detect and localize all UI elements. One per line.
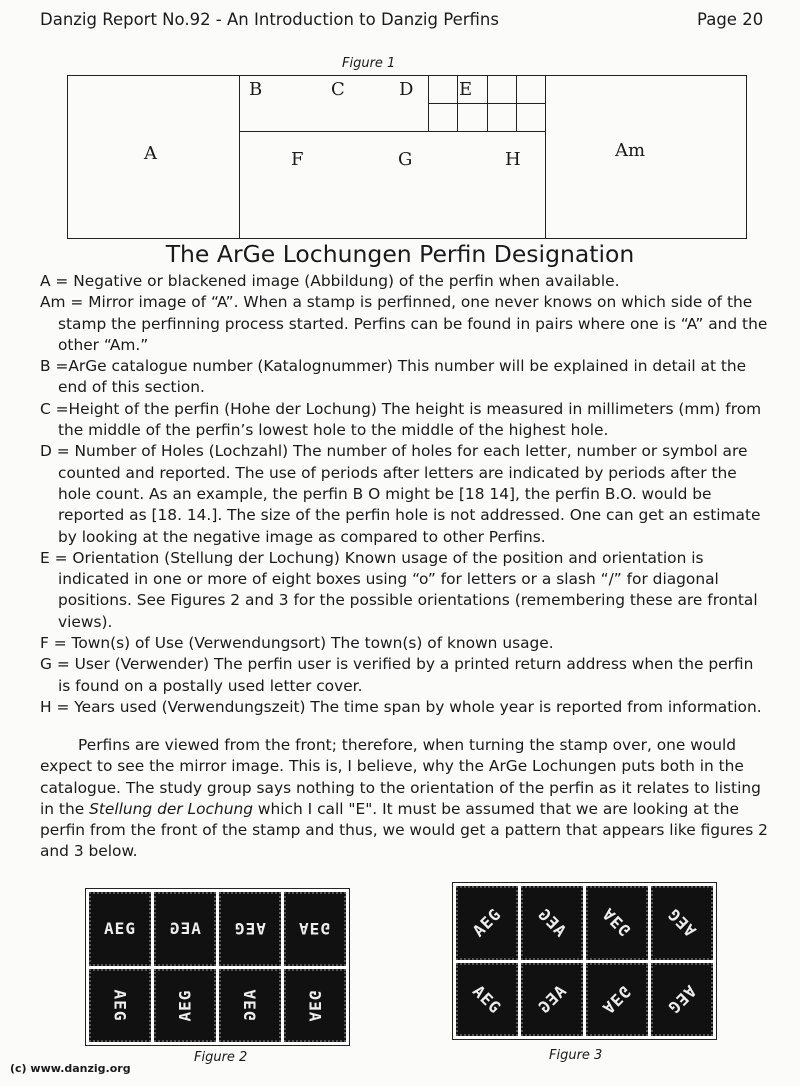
perfin-text: AEG xyxy=(664,981,700,1018)
perfin-text: AEG xyxy=(469,981,505,1018)
footer-copyright: (c) www.danzig.org xyxy=(10,1062,131,1075)
label-c: C xyxy=(331,79,345,100)
stamp xyxy=(586,963,648,1037)
perfin-text: AEG xyxy=(169,919,201,939)
stamp xyxy=(651,963,713,1037)
figure2-caption: Figure 2 xyxy=(194,1050,248,1065)
definition-h: H = Years used (Verwendungszeit) The time span by whole year is reported from information. xyxy=(40,697,762,716)
label-e: E xyxy=(459,79,473,100)
label-h: H xyxy=(505,149,521,170)
stamp xyxy=(521,963,583,1037)
figure1-caption: Figure 1 xyxy=(342,56,396,71)
stamp xyxy=(284,969,346,1043)
label-d: D xyxy=(399,79,414,100)
definition-b: B =ArGe catalogue number (Katalognummer) This number will be explained in detail at the end of this section. xyxy=(40,357,747,397)
definition-a: A = Negative or blackened image (Abbildung) of the perfin when available. xyxy=(40,272,620,290)
stamp xyxy=(89,892,151,966)
stamp xyxy=(586,886,648,960)
figure2-grid xyxy=(85,888,350,1046)
stamp xyxy=(154,892,216,966)
stamp xyxy=(219,969,281,1043)
definition-d: D = Number of Holes (Lochzahl) The number of holes for each letter, number or symbol are counted and reported. The use of periods after letters are indicated by periods after the hole count. As an example, the perfin B O might be [18 14], the perfin B.O. would be reported as [18. 14.]. The size of the perfin hole is not addressed. One can get an estimate by looking at the negative image as compared to other Perfins. xyxy=(40,442,761,546)
label-am: Am xyxy=(615,140,646,161)
stamp xyxy=(521,886,583,960)
stamp xyxy=(651,886,713,960)
perfin-text: AEG xyxy=(469,904,505,941)
paragraph-italic: Stellung der Lochung xyxy=(89,799,254,818)
definition-am: Am = Mirror image of “A”. When a stamp is perfinned, one never knows on which side of the stamp the perfinning process started. Perfins can be found in pairs where one is “A” and the other “Am.” xyxy=(40,293,768,354)
perfin-text: AEG xyxy=(534,904,570,941)
label-b: B xyxy=(249,79,263,100)
section-title: The ArGe Lochungen Perfin Designation xyxy=(165,240,635,268)
stamp xyxy=(456,963,518,1037)
definitions-list xyxy=(40,271,770,718)
header-title: Danzig Report No.92 - An Introduction to Danzig Perfins xyxy=(40,10,499,29)
perfin-text: AEG xyxy=(299,919,331,939)
figure3-grid xyxy=(452,882,717,1040)
body-paragraph xyxy=(40,735,770,863)
paragraph-part1: Perfins are viewed from the front; therefore, when turning the stamp over, one would expect to see the mirror image. This is, I believe, why the ArGe Lochungen puts both in the catalogue. The study group says nothing to the orientation of the perfin as it relates to listing in the xyxy=(40,736,761,818)
mid-divider xyxy=(239,131,546,133)
stamp xyxy=(89,969,151,1043)
perfin-text: AEG xyxy=(599,981,635,1018)
e-divider-h xyxy=(428,103,546,104)
perfin-text: AEG xyxy=(664,904,700,941)
page-number: Page 20 xyxy=(697,10,764,29)
figure1-diagram xyxy=(67,75,747,239)
perfin-text: AEG xyxy=(305,989,325,1022)
perfin-text: AEG xyxy=(534,981,570,1018)
perfin-text: AEG xyxy=(599,904,635,941)
stamp xyxy=(284,892,346,966)
perfin-text: AEG xyxy=(110,989,130,1022)
perfin-text: AEG xyxy=(175,989,195,1022)
label-g: G xyxy=(398,149,413,170)
perfin-text: AEG xyxy=(234,919,266,939)
definition-c: C =Height of the perfin (Hohe der Lochung) The height is measured in millimeters (mm) from the middle of the perfin’s lowest hole to the middle of the highest hole. xyxy=(40,399,762,440)
paragraph-part2: which I call "E". It must be assumed that we are looking at the perfin from the front of the stamp and thus, we would get a pattern that appears like figures 2 and 3 below. xyxy=(40,799,768,861)
label-f: F xyxy=(291,149,304,170)
perfin-text: AEG xyxy=(104,919,136,939)
figure3-caption: Figure 3 xyxy=(549,1048,603,1063)
definition-e: E = Orientation (Stellung der Lochung) Known usage of the position and orientation is indicated in one or more of eight boxes using “o” for letters or a slash “/” for diagonal positions. See Figures 2 and 3 for the possible orientations (remembering these are frontal views). xyxy=(40,548,758,631)
perfin-text: AEG xyxy=(240,989,260,1022)
stamp xyxy=(154,969,216,1043)
definition-f: F = Town(s) of Use (Verwendungsort) The town(s) of known usage. xyxy=(40,634,554,653)
stamp xyxy=(456,886,518,960)
definition-g: G = User (Verwender) The perfin user is verified by a printed return address when the perfin is found on a postally used letter cover. xyxy=(40,655,754,695)
label-a: A xyxy=(144,143,157,164)
stamp xyxy=(219,892,281,966)
